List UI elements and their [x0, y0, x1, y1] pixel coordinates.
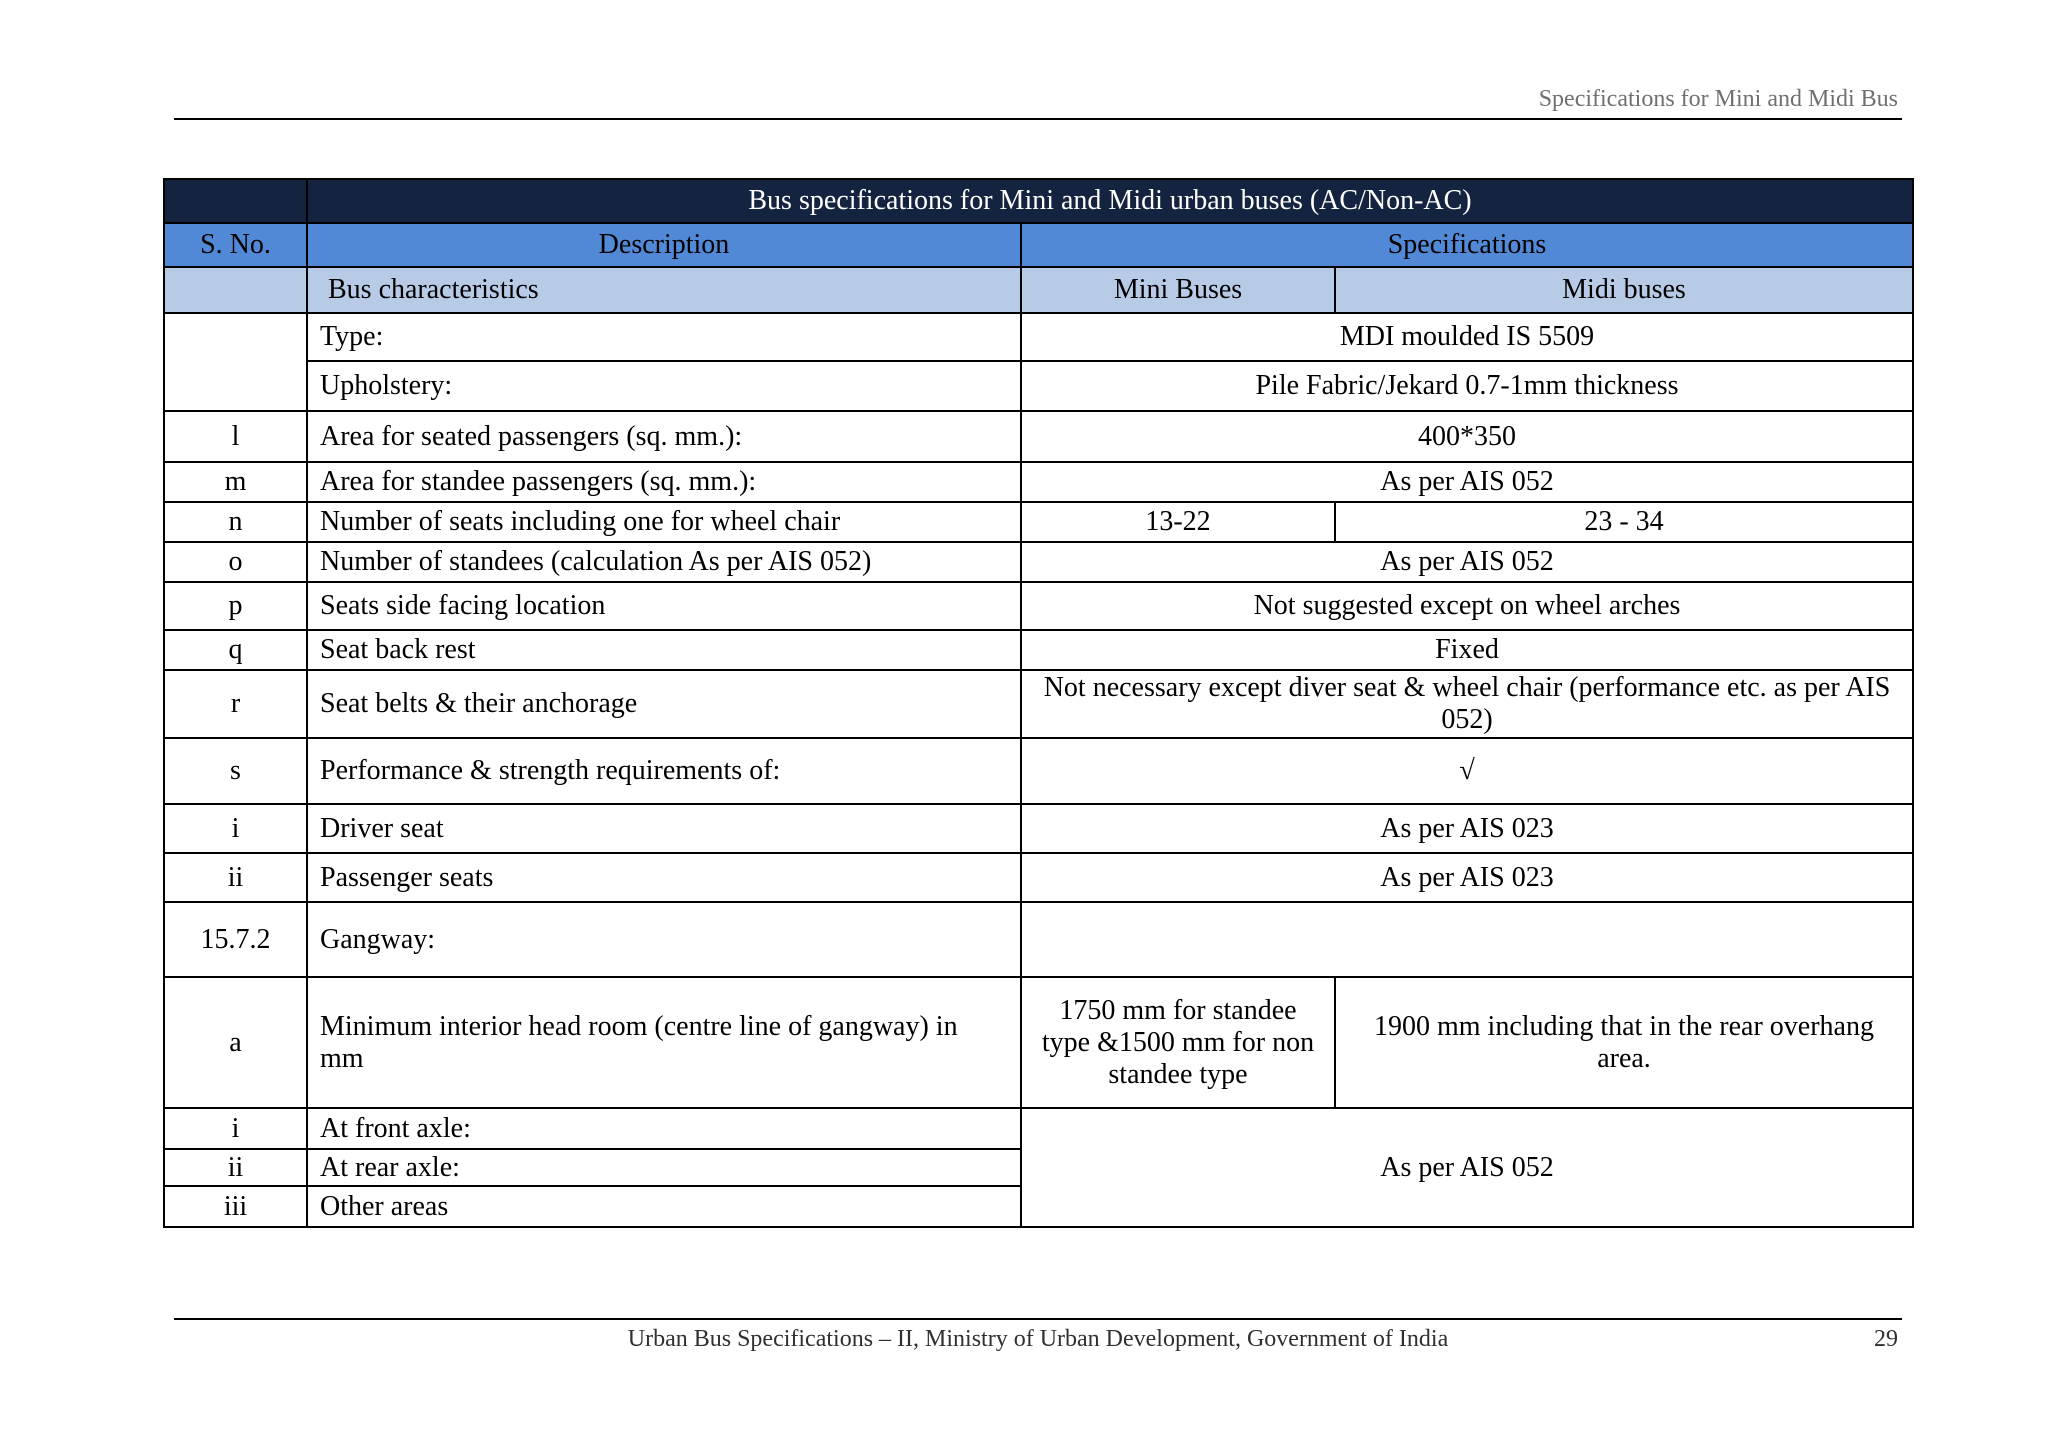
desc-cell: Number of standees (calculation As per AIS 052): [307, 542, 1021, 582]
table-row: [164, 1108, 1913, 1149]
col-header-sno: S. No.: [164, 223, 307, 267]
table-row: [164, 804, 1913, 853]
spec-cell: As per AIS 052: [1021, 462, 1913, 502]
sno-cell: i: [164, 804, 307, 853]
desc-cell: Seat back rest: [307, 630, 1021, 670]
sno-cell: iii: [164, 1186, 307, 1227]
spec-cell-empty: [1021, 902, 1913, 977]
desc-cell: Driver seat: [307, 804, 1021, 853]
table-row: [164, 738, 1913, 804]
desc-cell: Number of seats including one for wheel chair: [307, 502, 1021, 542]
sno-cell: ii: [164, 1149, 307, 1186]
spec-cell: Pile Fabric/Jekard 0.7-1mm thickness: [1021, 361, 1913, 411]
table-row: [164, 462, 1913, 502]
spec-cell: 400*350: [1021, 411, 1913, 462]
midi-spec-cell: 1900 mm including that in the rear overhang area.: [1335, 977, 1913, 1108]
table-row: [164, 902, 1913, 977]
page-header: [174, 84, 1902, 120]
desc-cell: Seats side facing location: [307, 582, 1021, 630]
desc-cell: Gangway:: [307, 902, 1021, 977]
desc-cell: Minimum interior head room (centre line of gangway) in mm: [307, 977, 1021, 1108]
sno-cell: q: [164, 630, 307, 670]
desc-cell: Type:: [307, 313, 1021, 361]
sno-cell: n: [164, 502, 307, 542]
sno-cell: a: [164, 977, 307, 1108]
table-row: [164, 411, 1913, 462]
subheader-characteristics: Bus characteristics: [307, 267, 1021, 313]
sno-cell: m: [164, 462, 307, 502]
spec-cell: Not suggested except on wheel arches: [1021, 582, 1913, 630]
subheader-midi: Midi buses: [1335, 267, 1913, 313]
table-title-row: [164, 179, 1913, 223]
checkmark-icon: √: [1021, 738, 1913, 804]
desc-cell: At rear axle:: [307, 1149, 1021, 1186]
col-header-description: Description: [307, 223, 1021, 267]
spec-table: [163, 178, 1914, 1228]
table-row: [164, 853, 1913, 902]
subheader-row: [164, 267, 1913, 313]
desc-cell: Upholstery:: [307, 361, 1021, 411]
spec-cell: As per AIS 023: [1021, 853, 1913, 902]
spec-cell: As per AIS 052: [1021, 1108, 1913, 1227]
midi-spec-cell: 23 - 34: [1335, 502, 1913, 542]
desc-cell: Passenger seats: [307, 853, 1021, 902]
mini-spec-cell: 13-22: [1021, 502, 1335, 542]
sno-cell: s: [164, 738, 307, 804]
table-row: [164, 582, 1913, 630]
subheader-mini: Mini Buses: [1021, 267, 1335, 313]
table-row: [164, 313, 1913, 361]
table-row: [164, 502, 1913, 542]
header-title: Specifications for Mini and Midi Bus: [1538, 86, 1898, 112]
subheader-spacer-cell: [164, 267, 307, 313]
spec-cell: MDI moulded IS 5509: [1021, 313, 1913, 361]
table-row: [164, 361, 1913, 411]
spec-cell: Not necessary except diver seat & wheel chair (performance etc. as per AIS 052): [1021, 670, 1913, 738]
footer-text: Urban Bus Specifications – II, Ministry of Urban Development, Government of India: [627, 1326, 1449, 1352]
desc-cell: Area for seated passengers (sq. mm.):: [307, 411, 1021, 462]
sno-cell: 15.7.2: [164, 902, 307, 977]
mini-spec-cell: 1750 mm for standee type &1500 mm for non standee type: [1021, 977, 1335, 1108]
sno-cell: r: [164, 670, 307, 738]
desc-cell: Area for standee passengers (sq. mm.):: [307, 462, 1021, 502]
sno-cell: i: [164, 1108, 307, 1149]
desc-cell: At front axle:: [307, 1108, 1021, 1149]
spec-cell: Fixed: [1021, 630, 1913, 670]
table-row: [164, 630, 1913, 670]
sno-cell-empty: [164, 313, 307, 411]
spec-cell: As per AIS 052: [1021, 542, 1913, 582]
desc-cell: Other areas: [307, 1186, 1021, 1227]
desc-cell: Performance & strength requirements of:: [307, 738, 1021, 804]
page-footer: [174, 1318, 1902, 1360]
table-row: [164, 542, 1913, 582]
spec-cell: As per AIS 023: [1021, 804, 1913, 853]
col-header-specifications: Specifications: [1021, 223, 1913, 267]
sno-cell: l: [164, 411, 307, 462]
sno-cell: ii: [164, 853, 307, 902]
column-header-row: [164, 223, 1913, 267]
table-row: [164, 977, 1913, 1108]
sno-cell: p: [164, 582, 307, 630]
title-spacer-cell: [164, 179, 307, 223]
page-number: 29: [1874, 1326, 1898, 1352]
table-row: [164, 670, 1913, 738]
desc-cell: Seat belts & their anchorage: [307, 670, 1021, 738]
sno-cell: o: [164, 542, 307, 582]
table-title: Bus specifications for Mini and Midi urban buses (AC/Non-AC): [307, 179, 1913, 223]
